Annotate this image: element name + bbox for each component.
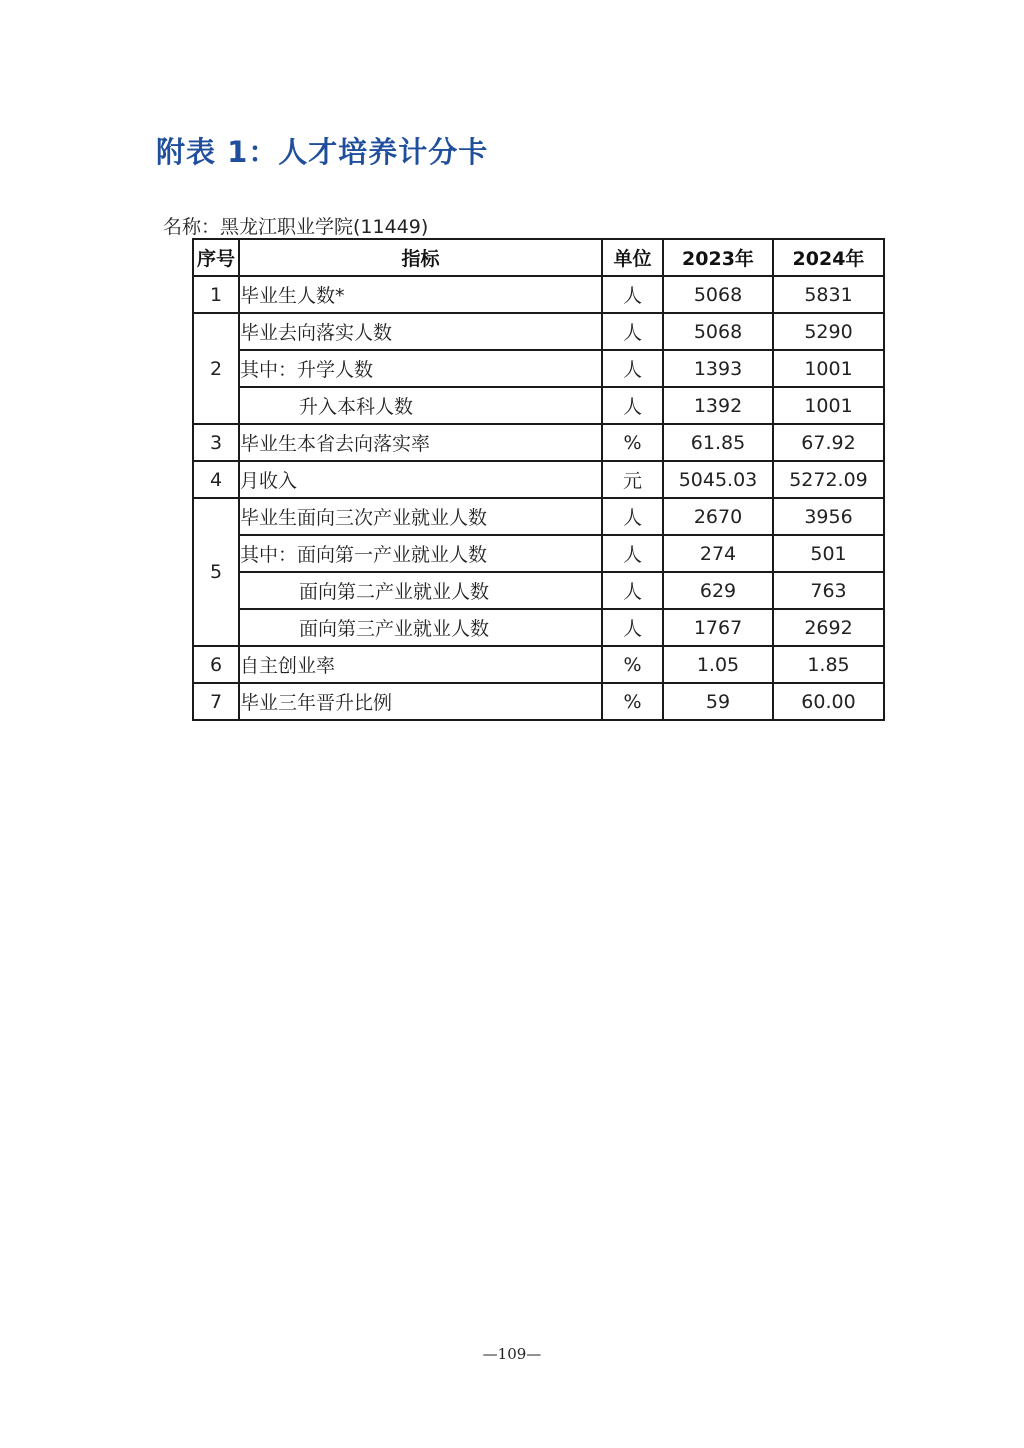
- unit-cell: %: [602, 683, 663, 720]
- value-2024-cell: 5831: [773, 276, 884, 313]
- table-row: [193, 461, 884, 498]
- value-2024-cell: 5272.09: [773, 461, 884, 498]
- value-2023-cell: 5068: [663, 313, 773, 350]
- row-number: 2: [193, 313, 239, 424]
- table-row: [193, 313, 884, 350]
- indicator-cell: 其中：面向第一产业就业人数: [239, 535, 602, 572]
- table-row: [193, 683, 884, 720]
- table-row: [193, 646, 884, 683]
- table-row: [193, 387, 884, 424]
- table-row: [193, 572, 884, 609]
- value-2024-cell: 5290: [773, 313, 884, 350]
- header-indicator: 指标: [239, 239, 602, 276]
- row-number: 5: [193, 498, 239, 646]
- table-row: [193, 609, 884, 646]
- value-2024-cell: 1001: [773, 350, 884, 387]
- unit-cell: 人: [602, 276, 663, 313]
- value-2023-cell: 61.85: [663, 424, 773, 461]
- indicator-cell: 毕业去向落实人数: [239, 313, 602, 350]
- indicator-cell: 自主创业率: [239, 646, 602, 683]
- table-row: [193, 424, 884, 461]
- value-2024-cell: 1001: [773, 387, 884, 424]
- value-2024-cell: 60.00: [773, 683, 884, 720]
- row-number: 6: [193, 646, 239, 683]
- header-2023: 2023年: [663, 239, 773, 276]
- value-2023-cell: 629: [663, 572, 773, 609]
- indicator-cell: 毕业三年晋升比例: [239, 683, 602, 720]
- indicator-cell: 毕业生人数*: [239, 276, 602, 313]
- unit-cell: 元: [602, 461, 663, 498]
- page-title: 附表 1：人才培养计分卡: [156, 135, 489, 169]
- value-2023-cell: 1392: [663, 387, 773, 424]
- value-2024-cell: 2692: [773, 609, 884, 646]
- indicator-cell: 面向第三产业就业人数: [239, 609, 602, 646]
- value-2023-cell: 5045.03: [663, 461, 773, 498]
- unit-cell: 人: [602, 350, 663, 387]
- unit-cell: 人: [602, 535, 663, 572]
- page-number: —109—: [482, 1345, 542, 1363]
- table-row: [193, 498, 884, 535]
- row-number: 3: [193, 424, 239, 461]
- row-number: 4: [193, 461, 239, 498]
- value-2024-cell: 501: [773, 535, 884, 572]
- value-2023-cell: 274: [663, 535, 773, 572]
- indicator-cell: 其中：升学人数: [239, 350, 602, 387]
- header-2024: 2024年: [773, 239, 884, 276]
- value-2023-cell: 1.05: [663, 646, 773, 683]
- unit-cell: 人: [602, 609, 663, 646]
- row-number: 7: [193, 683, 239, 720]
- value-2023-cell: 1393: [663, 350, 773, 387]
- value-2023-cell: 1767: [663, 609, 773, 646]
- unit-cell: %: [602, 424, 663, 461]
- unit-cell: 人: [602, 387, 663, 424]
- header-unit: 单位: [602, 239, 663, 276]
- indicator-cell: 升入本科人数: [239, 387, 602, 424]
- indicator-cell: 毕业生面向三次产业就业人数: [239, 498, 602, 535]
- value-2023-cell: 5068: [663, 276, 773, 313]
- row-number: 1: [193, 276, 239, 313]
- value-2024-cell: 3956: [773, 498, 884, 535]
- institution-name: 名称：黑龙江职业学院(11449): [163, 216, 429, 238]
- header-no: 序号: [193, 239, 239, 276]
- indicator-cell: 面向第二产业就业人数: [239, 572, 602, 609]
- table-row: [193, 350, 884, 387]
- indicator-cell: 月收入: [239, 461, 602, 498]
- unit-cell: %: [602, 646, 663, 683]
- value-2024-cell: 763: [773, 572, 884, 609]
- value-2023-cell: 2670: [663, 498, 773, 535]
- unit-cell: 人: [602, 313, 663, 350]
- table-header-row: [193, 239, 884, 276]
- value-2023-cell: 59: [663, 683, 773, 720]
- value-2024-cell: 67.92: [773, 424, 884, 461]
- unit-cell: 人: [602, 498, 663, 535]
- value-2024-cell: 1.85: [773, 646, 884, 683]
- table-row: [193, 535, 884, 572]
- table-row: [193, 276, 884, 313]
- talent-cultivation-scorecard-table: [192, 238, 885, 721]
- indicator-cell: 毕业生本省去向落实率: [239, 424, 602, 461]
- unit-cell: 人: [602, 572, 663, 609]
